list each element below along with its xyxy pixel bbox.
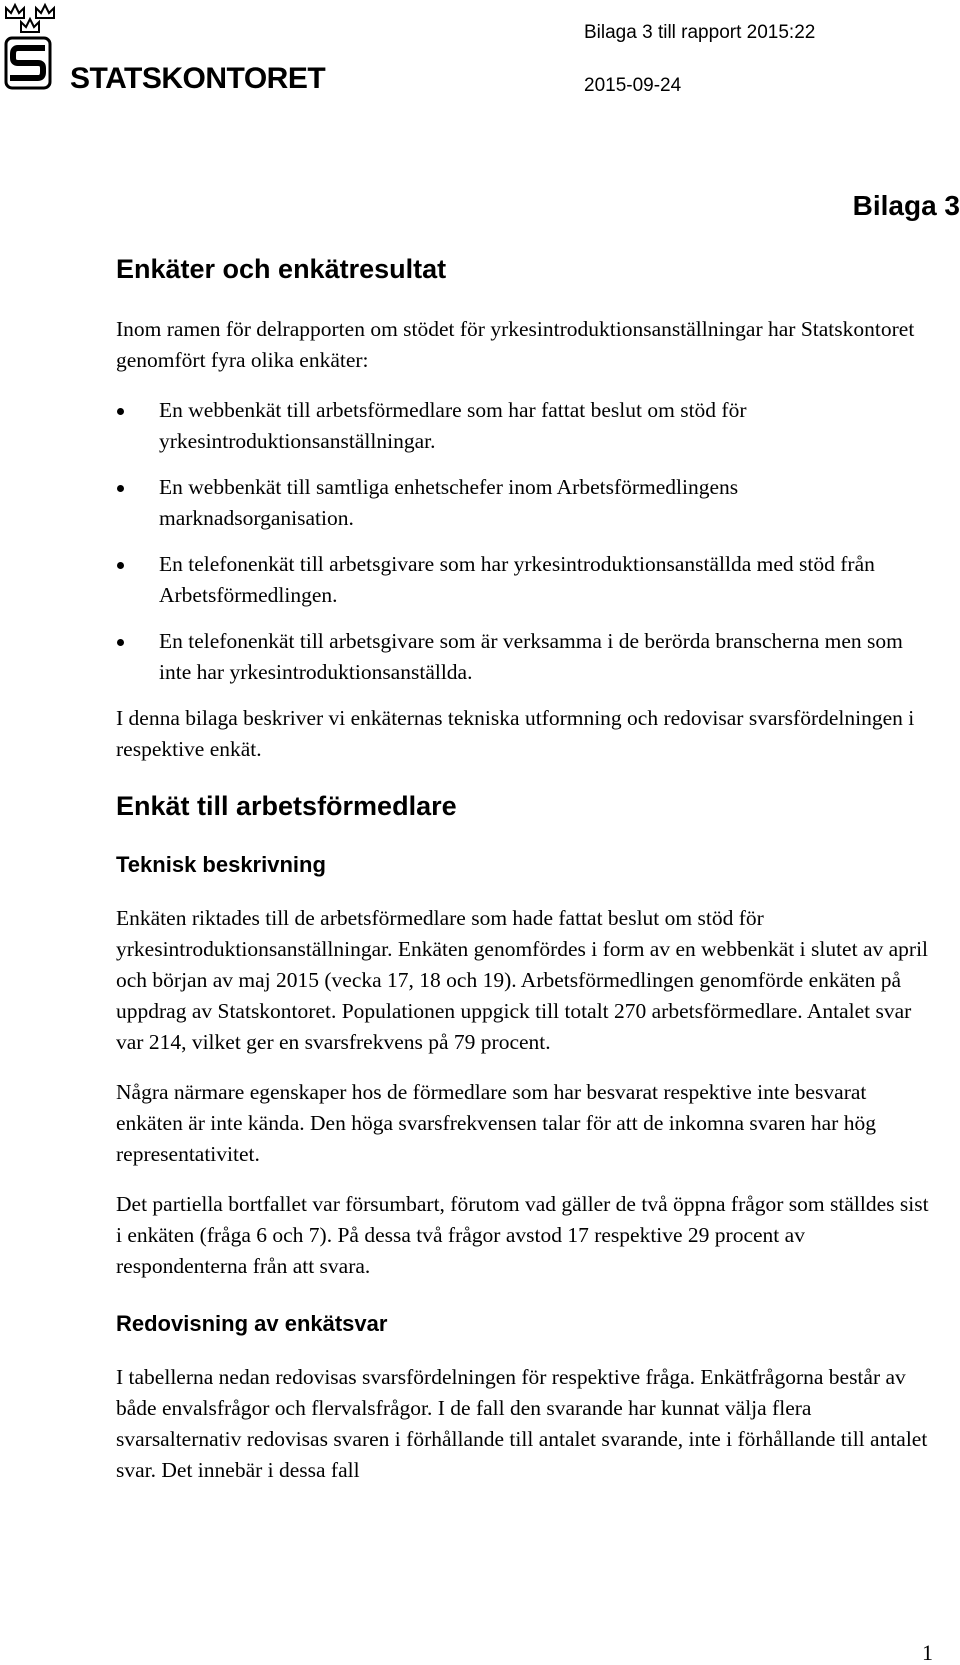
results-paragraph: I tabellerna nedan redovisas svarsfördelningen för respektive fråga. Enkätfrågorna består av både envalsfrågor och flervalsfrågor. I de fall den svarande har kunnat välja flera svarsalternativ redovisas svaren i förhållande till antalet svarande, inte i förhållande till antalet svar. Det innebär i dessa fall [116, 1365, 928, 1482]
page-number: 1 [922, 1640, 933, 1665]
crowns-emblem-icon [0, 0, 64, 92]
subsection-heading-results: Redovisning av enkätsvar [116, 1311, 388, 1336]
intro-paragraph: Inom ramen för delrapporten om stödet för yrkesintroduktionsanställningar har Statskontoret genomfört fyra olika enkäter: [116, 317, 915, 372]
document-body [116, 252, 936, 1505]
tech-paragraph: Några närmare egenskaper hos de förmedlare som har besvarat respektive inte besvarat enkäten är inte kända. Den höga svarsfrekvensen talar för att de inkomna svaren har hög representativitet. [116, 1080, 876, 1166]
report-reference: Bilaga 3 till rapport 2015:22 [584, 22, 816, 43]
tech-paragraph: Enkäten riktades till de arbetsförmedlare som hade fattat beslut om stöd för yrkesintroduktionsanställningar. Enkäten genomfördes i form av en webbenkät i slutet av april och början av maj 2015 (vecka 17, 18 och 19). Arbetsförmedlingen genomförde enkäten på uppdrag av Statskontoret. Populationen uppgick till totalt 270 arbetsförmedlare. Antalet svar var 214, vilket ger en svarsfrekvens på 79 procent. [116, 906, 929, 1054]
list-item: En webbenkät till samtliga enhetschefer inom Arbetsförmedlingens marknadsorganisation. [116, 472, 936, 534]
list-item: En telefonenkät till arbetsgivare som är verksamma i de berörda branscherna men som inte har yrkesintroduktionsanställda. [116, 626, 936, 688]
report-date: 2015-09-24 [584, 75, 682, 96]
survey-list [116, 395, 936, 688]
logo-wordmark: STATSKONTORET [70, 62, 326, 95]
subsection-heading-tech: Teknisk beskrivning [116, 852, 326, 877]
section-heading: Enkät till arbetsförmedlare [116, 791, 457, 821]
appendix-label: Bilaga 3 [852, 190, 960, 221]
tech-paragraph: Det partiella bortfallet var försumbart, förutom vad gäller de två öppna frågor som ställdes sist i enkäten (fråga 6 och 7). På dessa två frågor avstod 17 respektive 29 procent av respondenterna från att svara. [116, 1192, 929, 1278]
list-item: En webbenkät till arbetsförmedlare som har fattat beslut om stöd för yrkesintroduktionsanställningar. [116, 395, 936, 457]
list-item: En telefonenkät till arbetsgivare som har yrkesintroduktionsanställda med stöd från Arbetsförmedlingen. [116, 549, 936, 611]
statskontoret-logo [0, 0, 360, 100]
summary-paragraph: I denna bilaga beskriver vi enkäternas tekniska utformning och redovisar svarsfördelningen i respektive enkät. [116, 706, 915, 761]
page-title: Enkäter och enkätresultat [116, 254, 447, 284]
